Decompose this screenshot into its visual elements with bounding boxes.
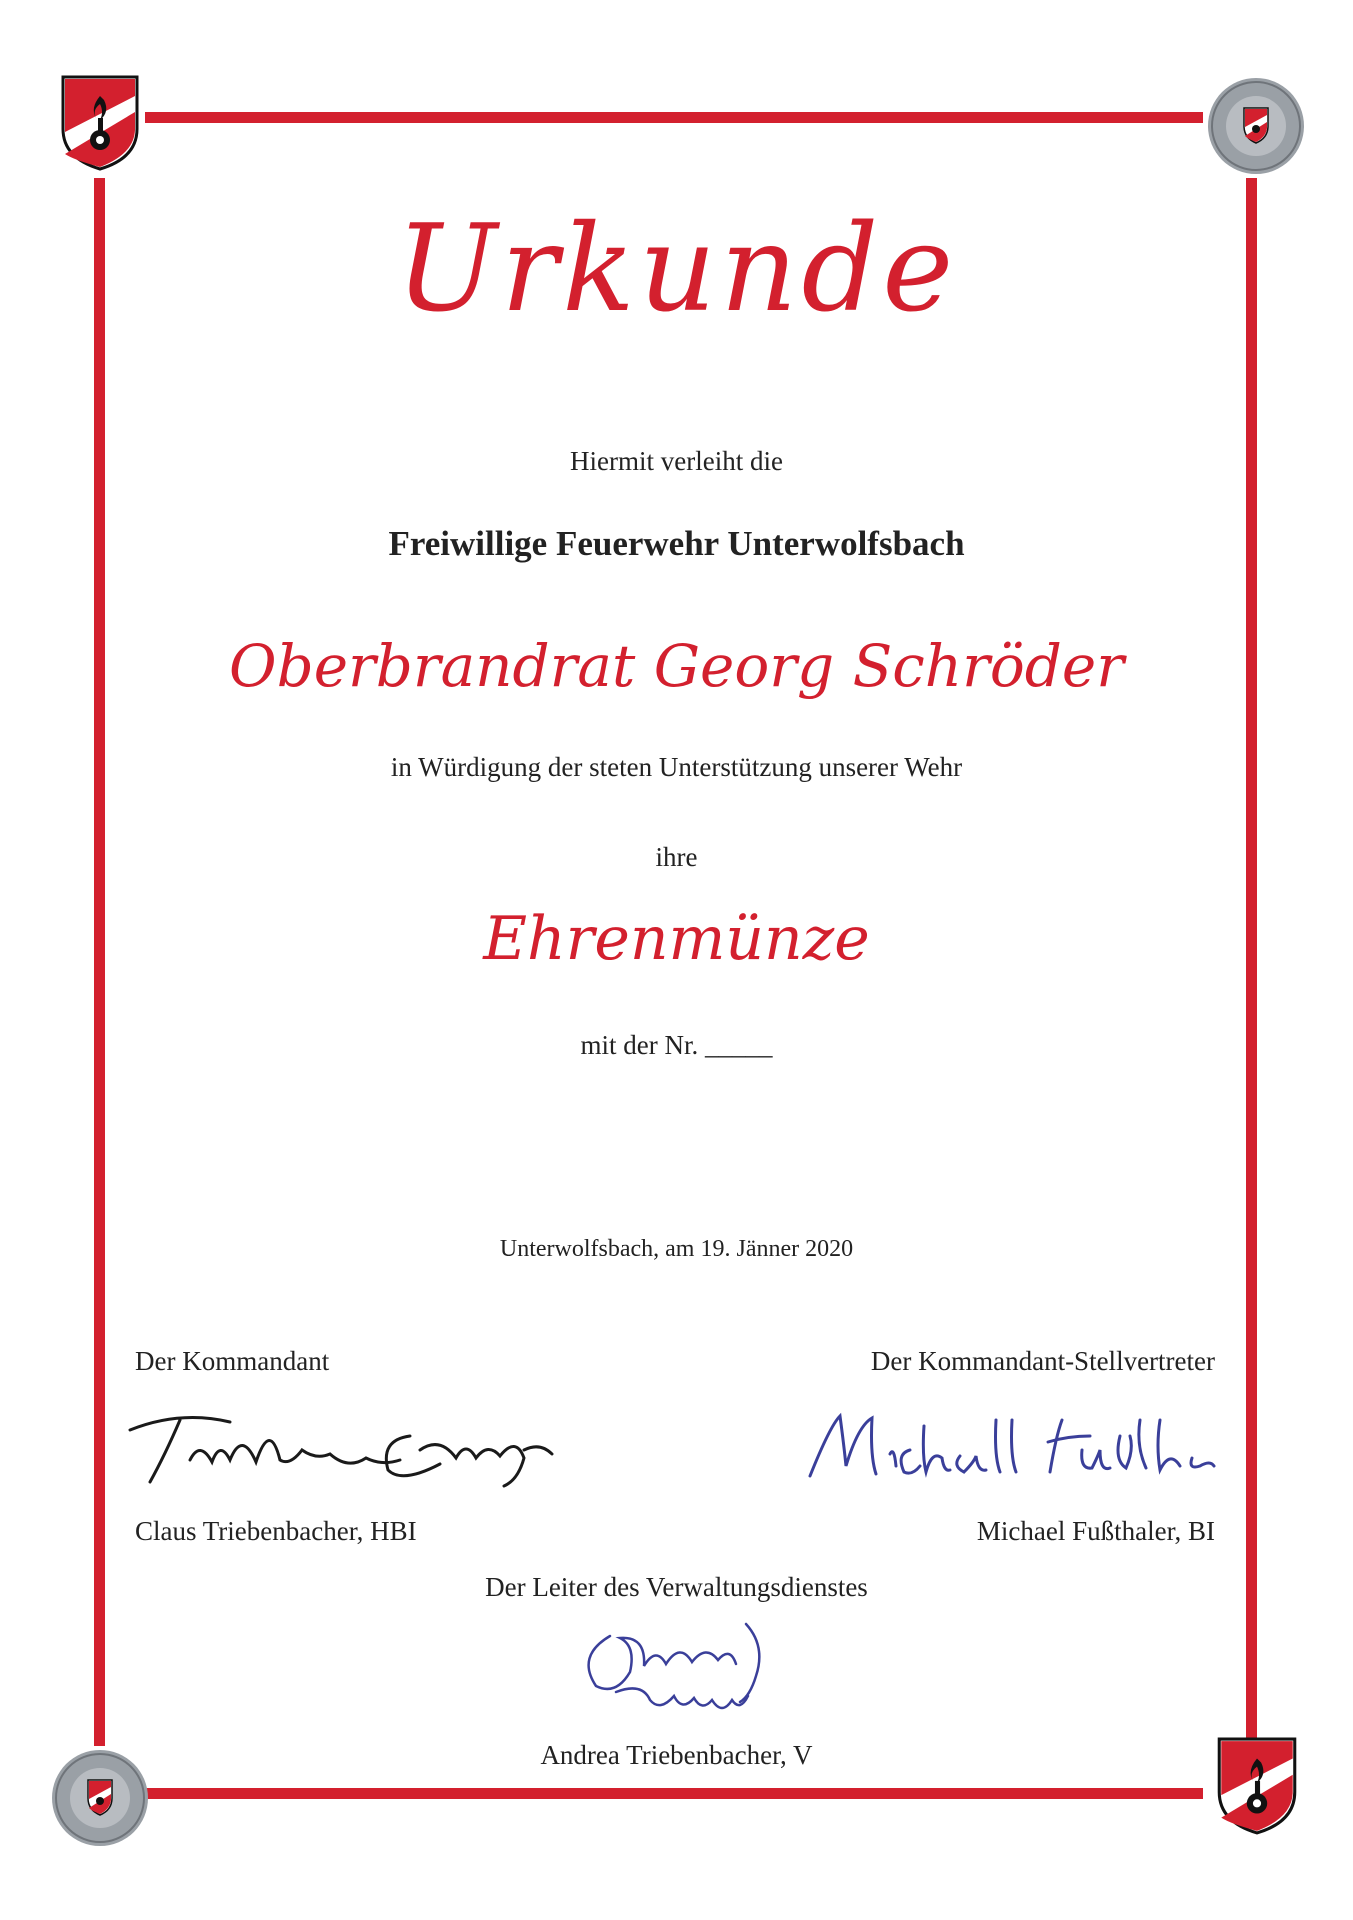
recipient-name: Oberbrandrat Georg Schröder <box>229 632 1124 700</box>
intro-text: Hiermit verleiht die <box>570 446 783 476</box>
certificate-title: Urkunde <box>395 200 958 339</box>
signatory-right-name: Michael Fußthaler, BI <box>976 1516 1215 1546</box>
reason-text: in Würdigung der steten Unterstützung unserer Wehr <box>390 752 963 782</box>
award-name: Ehrenmünze <box>483 904 870 974</box>
signature-left <box>120 1400 560 1490</box>
place-date: Unterwolfsbach, am 19. Jänner 2020 <box>499 1236 854 1262</box>
signature-center <box>570 1616 780 1726</box>
frame-top-line <box>145 112 1203 123</box>
fire-brigade-seal-icon <box>1206 76 1306 176</box>
organization-name: Freiwillige Feuerwehr Unterwolfsbach <box>388 524 965 563</box>
signature-right <box>800 1406 1220 1486</box>
ihre-text: ihre <box>655 842 698 872</box>
fire-brigade-shield-icon <box>60 74 140 172</box>
signatory-center-name: Andrea Triebenbacher, V <box>540 1740 813 1770</box>
frame-bottom-line <box>145 1788 1203 1799</box>
signatory-left-role: Der Kommandant <box>135 1346 330 1376</box>
signatory-right-role: Der Kommandant-Stellvertreter <box>870 1346 1215 1376</box>
award-number-line: mit der Nr. _____ <box>580 1030 773 1060</box>
signatory-center-role: Der Leiter des Verwaltungsdienstes <box>485 1572 868 1602</box>
signatory-left-name: Claus Triebenbacher, HBI <box>135 1516 417 1546</box>
